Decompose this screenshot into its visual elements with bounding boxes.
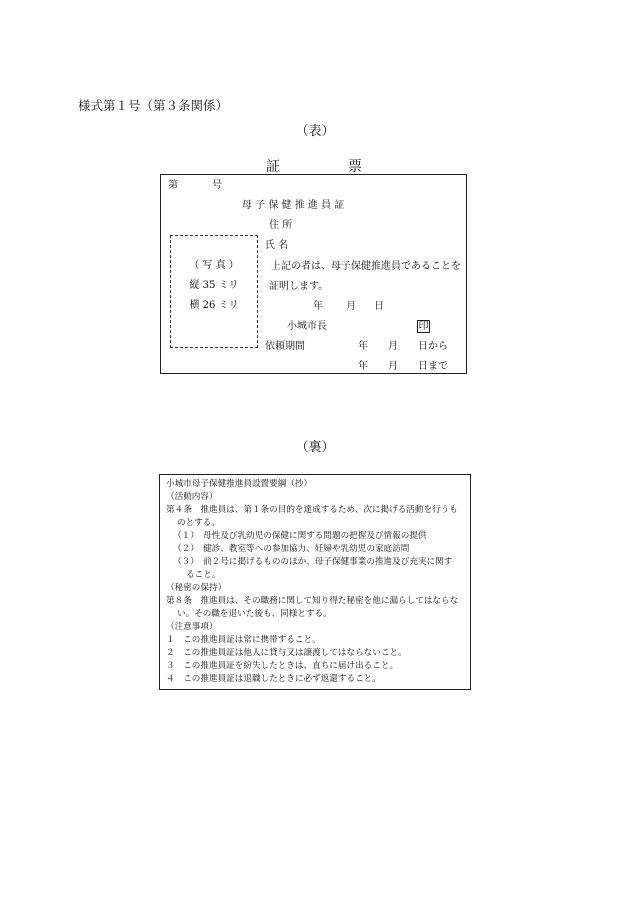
address-label: 住 所: [269, 220, 293, 231]
form-title: 様式第１号（第３条関係）: [78, 98, 229, 113]
period-from-year: 年: [358, 341, 368, 352]
name-label: 氏 名: [265, 240, 289, 251]
article-item: （３） 前２号に掲げるもののほか、母子保健事業の推進及び充実に関す: [173, 557, 453, 567]
issue-date-year: 年: [313, 301, 323, 312]
article-item: （１） 母性及び乳幼児の保健に関する問題の把握及び情報の提供: [173, 531, 427, 541]
number-label: 第: [168, 180, 178, 191]
photo-width: 横 26 ミリ: [189, 300, 239, 311]
seal-mark: 印: [418, 321, 429, 332]
statement-line-2: 証明します。: [269, 281, 329, 292]
card-heading: [266, 156, 362, 176]
front-side-label: （表）: [295, 124, 335, 139]
id-card-back: [159, 474, 471, 690]
back-side-label: （裏）: [295, 440, 335, 455]
notice-item: ４ この推進員証は退職したときに必ず返還すること。: [166, 674, 381, 684]
article-item: ること。: [186, 570, 221, 580]
article-line: 第８条 推進員は、その職務に関して知り得た秘密を他に漏らしてはならな: [166, 596, 459, 606]
statement-line-1: 上記の者は、母子保健推進員であることを: [271, 261, 461, 272]
photo-caption: （ 写 真 ）: [189, 260, 239, 271]
number-suffix: 号: [212, 180, 222, 191]
period-to-day: 日まで: [418, 361, 448, 372]
section-heading: （活動内容）: [166, 492, 218, 502]
photo-placeholder: [170, 235, 258, 348]
section-heading: （秘密の保持）: [166, 583, 227, 593]
notice-item: ２ この推進員証は他人に貸与又は譲渡してはならないこと。: [166, 648, 407, 658]
period-label: 依頼期間: [265, 341, 305, 352]
card-heading-char-2: 票: [348, 159, 362, 175]
article-line: のとする。: [177, 518, 220, 528]
photo-height: 縦 35 ミリ: [189, 280, 239, 291]
period-from-month: 月: [388, 341, 398, 352]
article-item: （２） 健診、教室等への参加協力、妊婦や乳幼児の家庭訪問: [173, 544, 410, 554]
card-heading-char-1: 証: [266, 159, 280, 175]
notice-item: １ この推進員証は常に携帯すること。: [166, 635, 321, 645]
certificate-name: 母 子 保 健 推 進 員 証: [242, 200, 345, 211]
issuer: 小城市長: [287, 321, 327, 332]
issue-date-month: 月: [346, 301, 356, 312]
section-heading: （注意事項）: [166, 622, 218, 632]
issue-date-day: 日: [374, 301, 384, 312]
period-from-day: 日から: [418, 341, 448, 352]
regulation-title: 小城市母子保健推進員設置要綱（抄）: [166, 479, 313, 489]
period-to-year: 年: [358, 361, 368, 372]
notice-item: ３ この推進員証を紛失したときは、直ちに届け出ること。: [166, 661, 399, 671]
id-card-front: [160, 174, 467, 374]
period-to-month: 月: [388, 361, 398, 372]
article-line: 第４条 推進員は、第１条の目的を達成するため、次に掲げる活動を行うも: [166, 505, 458, 515]
article-line: い。その職を退いた後も、同様とする。: [177, 609, 332, 619]
